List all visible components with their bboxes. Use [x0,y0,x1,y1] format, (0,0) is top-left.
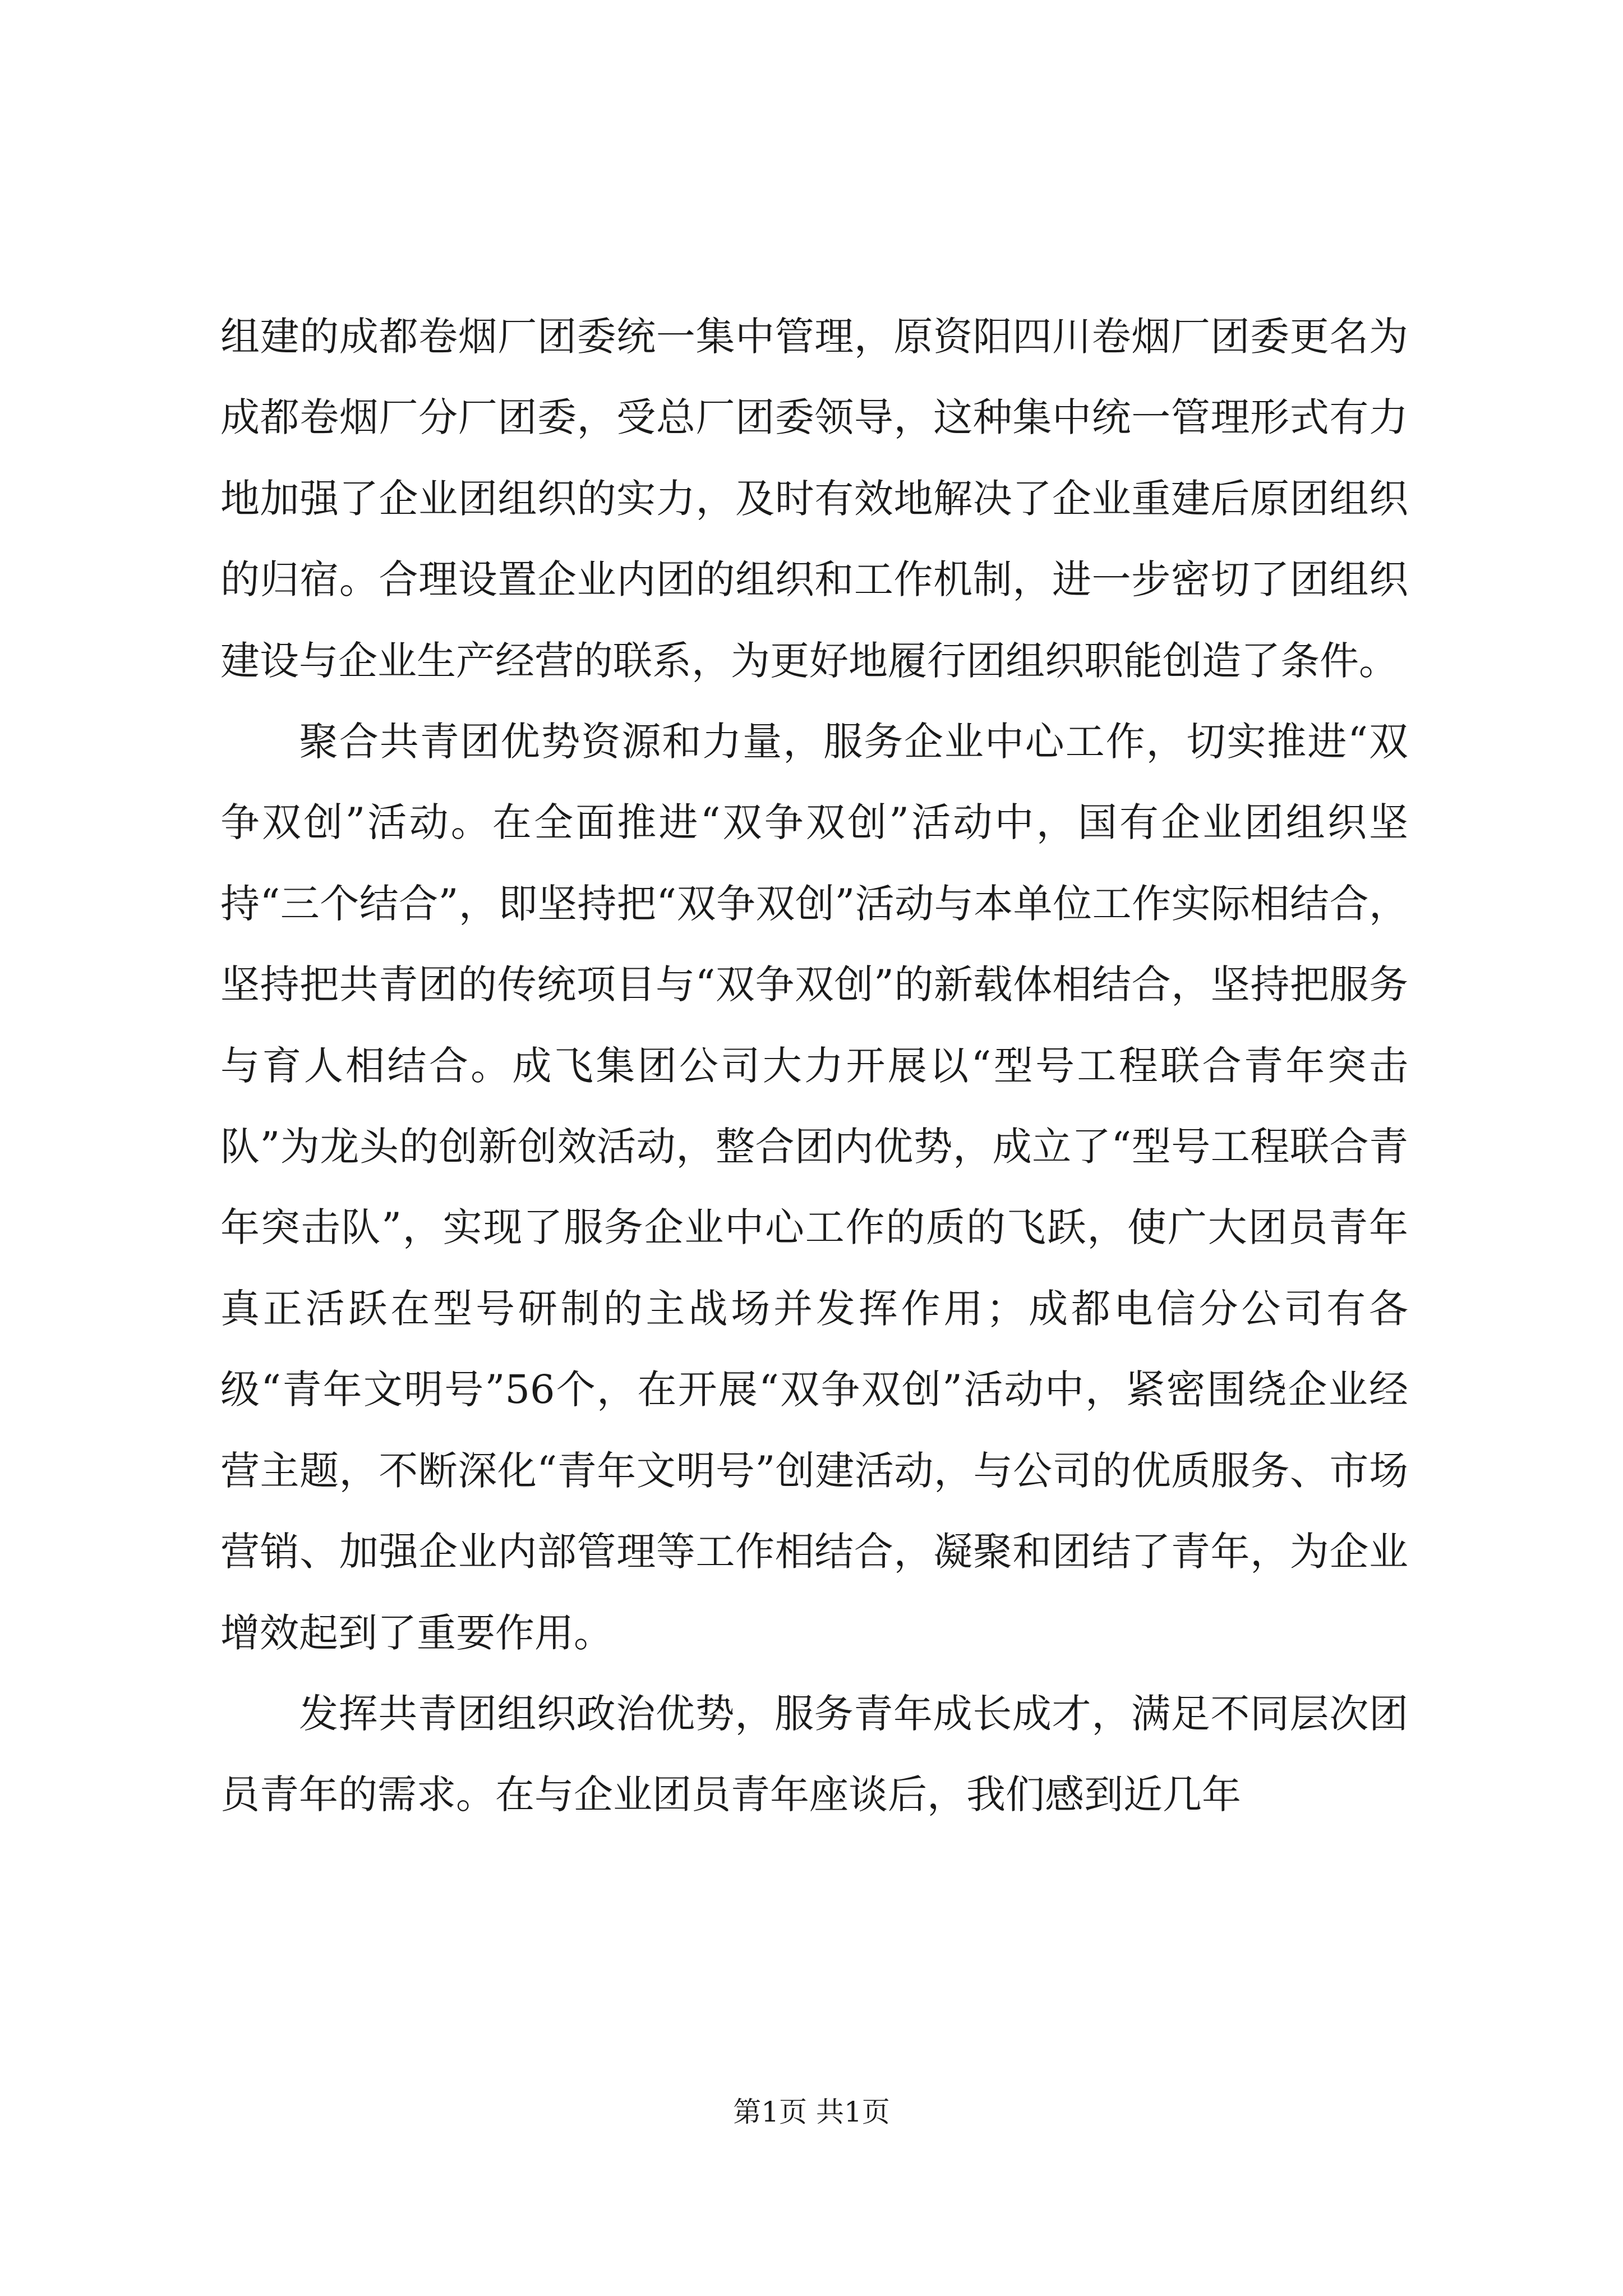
paragraph-1: 组建的成都卷烟厂团委统一集中管理，原资阳四川卷烟厂团委更名为成都卷烟厂分厂团委，受总厂团委领导，这种集中统一管理形式有力地加强了企业团组织的实力，及时有效地解决了企业重建后原团组织的归宿。合理设置企业内团的组织和工作机制，进一步密切了团组织建设与企业生产经营的联系，为更好地履行团组织职能创造了条件。 [220,314,1408,684]
paragraph-3: 发挥共青团组织政治优势，服务青年成长成才，满足不同层次团员青年的需求。在与企业团员青年座谈后，我们感到近几年 [220,1690,1408,1818]
document-body [220,296,1408,1835]
page-footer: 第1页 共1页 [733,2096,890,2128]
paragraph-2: 聚合共青团优势资源和力量，服务企业中心工作，切实推进“双争双创”活动。在全面推进“双争双创”活动中，国有企业团组织坚持“三个结合”，即坚持把“双争双创”活动与本单位工作实际相结合，坚持把共青团的传统项目与“双争双创”的新载体相结合，坚持把服务与育人相结合。成飞集团公司大力开展以“型号工程联合青年突击队”为龙头的创新创效活动，整合团内优势，成立了“型号工程联合青年突击队”，实现了服务企业中心工作的质的飞跃，使广大团员青年真正活跃在型号研制的主战场并发挥作用；成都电信分公司有各级“青年文明号”56个，在开展“双争双创”活动中，紧密围绕企业经营主题，不断深化“青年文明号”创建活动，与公司的优质服务、市场营销、加强企业内部管理等工作相结合，凝聚和团结了青年，为企业增效起到了重要作用。 [220,719,1408,1656]
